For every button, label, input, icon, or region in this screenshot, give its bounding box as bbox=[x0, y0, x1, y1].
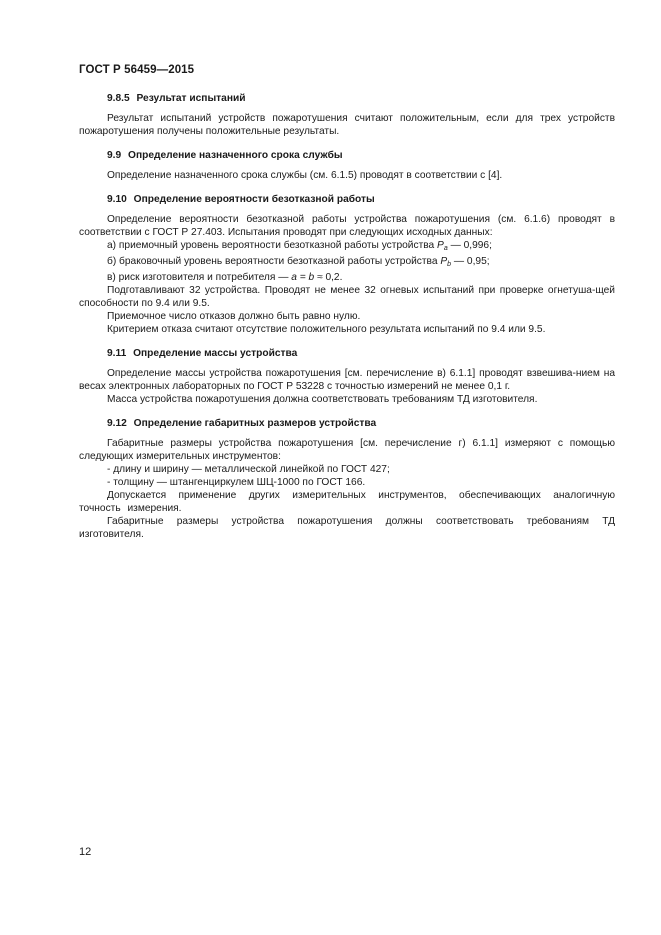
paragraph: Подготавливают 32 устройства. Проводят не менее 32 огневых испытаний при проверке огнетуша-щей способности по 9.4 или 9.5. bbox=[79, 285, 615, 309]
list-item: - длину и ширину — металлической линейкой по ГОСТ 427; bbox=[107, 464, 390, 475]
section-number: 9.8.5 bbox=[107, 93, 130, 104]
list-item-text: в) риск изготовителя и потребителя — bbox=[107, 272, 292, 283]
subscript: b bbox=[447, 261, 452, 268]
page-number: 12 bbox=[79, 846, 92, 858]
list-item: - толщину — штангенциркулем ШЦ-1000 по ГОСТ 166. bbox=[107, 477, 366, 488]
list-item-value: ≈ 0,2. bbox=[314, 272, 343, 283]
paragraph: Масса устройства пожаротушения должна соответствовать требованиям ТД изготовителя. bbox=[107, 394, 538, 405]
paragraph: Габаритные размеры устройства пожаротушения должны соответствовать требованиям ТД изготовителя. bbox=[79, 516, 615, 540]
paragraph: Допускается применение других измерительных инструментов, обеспечивающих аналогичную точность измерения. bbox=[79, 490, 615, 514]
variable: P bbox=[437, 240, 444, 251]
section-title: Определение назначенного срока службы bbox=[128, 150, 343, 161]
section-heading-9-12 bbox=[79, 417, 615, 430]
subscript: a bbox=[443, 245, 448, 252]
section-title: Определение вероятности безотказной работы bbox=[133, 194, 375, 205]
section-number: 9.11 bbox=[107, 348, 127, 359]
section-heading-9-8-5 bbox=[79, 92, 615, 105]
section-heading-9-10 bbox=[79, 193, 615, 206]
list-item-value: — 0,996; bbox=[447, 240, 492, 251]
section-number: 9.12 bbox=[107, 418, 127, 429]
paragraph: Критерием отказа считают отсутствие положительного результата испытаний по 9.4 или 9.5. bbox=[107, 324, 546, 335]
variable: P bbox=[440, 256, 448, 267]
document-header: ГОСТ Р 56459—2015 bbox=[79, 64, 195, 76]
list-item-b bbox=[79, 255, 615, 271]
section-title: Определение габаритных размеров устройства bbox=[133, 418, 377, 429]
section-title: Результат испытаний bbox=[136, 93, 246, 104]
section-heading-9-11 bbox=[79, 347, 615, 360]
list-item-c bbox=[79, 271, 615, 284]
paragraph: Габаритные размеры устройства пожаротушения [см. перечисление г) 6.1.1] измеряют с помощью следующих измерительных инструментов: bbox=[79, 438, 615, 462]
list-item-text: б) браковочный уровень вероятности безотказной работы устройства bbox=[107, 256, 441, 267]
section-heading-9-9 bbox=[79, 149, 615, 162]
list-item-value: — 0,95; bbox=[451, 256, 490, 267]
section-title: Определение массы устройства bbox=[133, 348, 298, 359]
section-number: 9.9 bbox=[107, 150, 122, 161]
list-item-a bbox=[79, 239, 615, 255]
paragraph: Определение назначенного срока службы (см. 6.1.5) проводят в соответствии с [4]. bbox=[107, 170, 503, 181]
list-item-text: а) приемочный уровень вероятности безотказной работы устройства bbox=[107, 240, 438, 251]
document-body bbox=[79, 92, 615, 541]
paragraph: Результат испытаний устройств пожаротушения считают положительным, если для трех устройств пожаротушения получены положительные результаты. bbox=[79, 113, 615, 137]
formula: a = b bbox=[291, 272, 315, 283]
paragraph: Определение массы устройства пожаротушения [см. перечисление в) 6.1.1] проводят взвешива-нием на весах электронных лабораторных по ГОСТ Р 53228 с точностью измерений не менее 0,1 г. bbox=[79, 368, 615, 392]
section-number: 9.10 bbox=[107, 194, 127, 205]
paragraph: Определение вероятности безотказной работы устройства пожаротушения (см. 6.1.6) проводят в соответствии с ГОСТ Р 27.403. Испытания проводят при следующих исходных данных: bbox=[79, 214, 615, 238]
paragraph: Приемочное число отказов должно быть равно нулю. bbox=[107, 311, 361, 322]
